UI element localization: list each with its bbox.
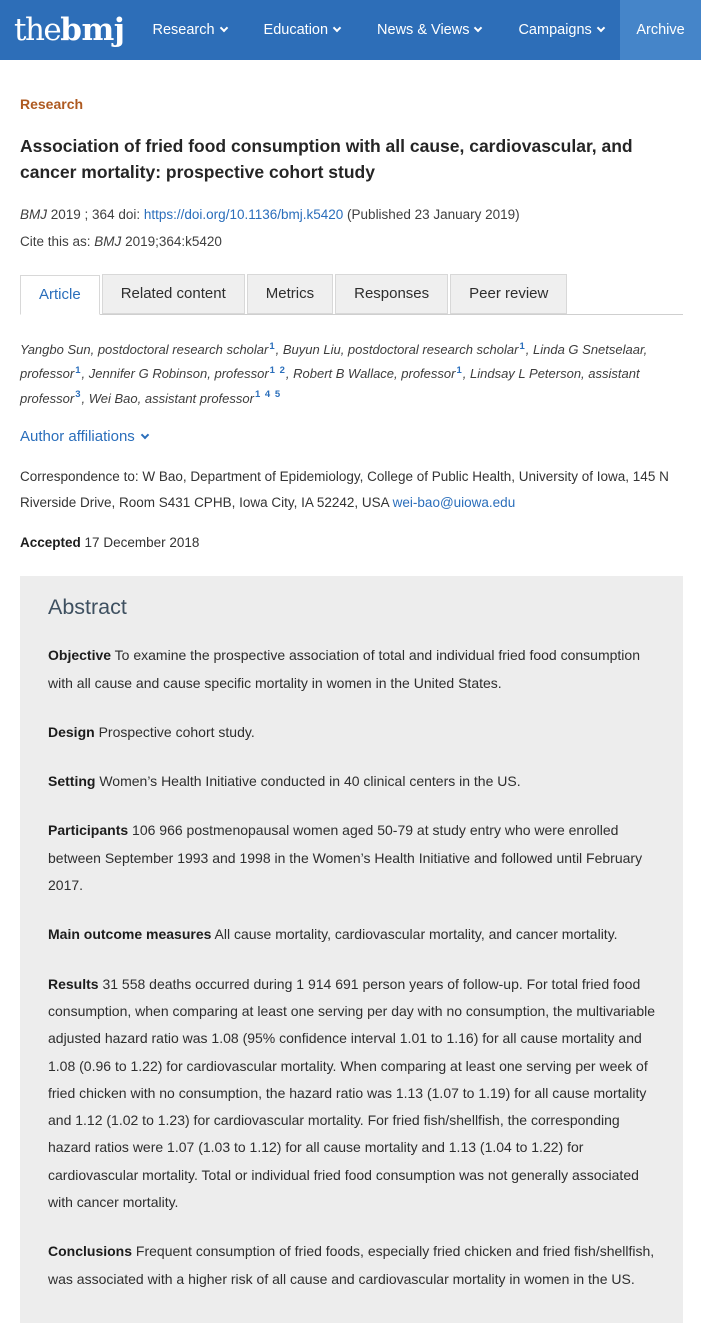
author-affiliation-sup[interactable]: 3	[75, 389, 82, 401]
chevron-down-icon	[333, 24, 341, 32]
journal-name: BMJ	[20, 206, 47, 222]
abstract-paragraph-results	[48, 971, 655, 1217]
nav-item-campaigns[interactable]	[518, 22, 603, 38]
author-affiliation-sup[interactable]: 1 2	[269, 364, 286, 376]
logo-bmj: bmj	[60, 11, 125, 48]
article-title: Association of fried food consumption with all cause, cardiovascular, and cancer mortality: prospective cohort study	[20, 136, 633, 183]
author-affiliations-toggle[interactable]	[20, 428, 148, 445]
author-separator: ,	[525, 341, 533, 357]
abstract-section-text: Women’s Health Initiative conducted in 40 clinical centers in the US.	[99, 773, 521, 790]
article-page	[0, 96, 701, 1323]
tab-peer-review[interactable]: Peer review	[450, 274, 567, 314]
author-separator: ,	[81, 390, 89, 406]
abstract-section-label: Conclusions	[48, 1243, 133, 1260]
abstract-section-text: Frequent consumption of fried foods, especially fried chicken and fried fish/shellfish, was associated with a higher risk of all cause and cardiovascular mortality in women in the US.	[48, 1243, 655, 1287]
author	[283, 342, 533, 357]
abstract-section-label: Objective	[48, 647, 112, 664]
abstract-section-text: 106 966 postmenopausal women aged 50-79 at study entry who were enrolled between September 1993 and 1998 in the Women’s Health Initiative and followed until February 2017.	[48, 822, 643, 894]
correspondence-text: Correspondence to: W Bao, Department of Epidemiology, College of Public Health, University of Iowa, 145 N Riverside Drive, Room S431 CPHB, Iowa City, IA 52242, USA	[20, 468, 669, 510]
nav-label: Research	[152, 22, 215, 38]
article-tabs	[20, 274, 683, 315]
cite-as-value: 2019;364:k5420	[125, 233, 222, 249]
tab-related-content[interactable]: Related content	[102, 274, 245, 314]
abstract-heading: Abstract	[48, 595, 127, 620]
author-affiliation-sup[interactable]: 1	[519, 340, 526, 352]
author-separator: ,	[81, 366, 89, 382]
abstract-paragraph-setting	[48, 768, 655, 795]
nav-item-news-views[interactable]	[377, 22, 481, 38]
published-date: (Published 23 January 2019)	[347, 206, 520, 222]
abstract-section-text: 31 558 deaths occurred during 1 914 691 person years of follow-up. For total fried food consumption, when comparing at least one serving per day with no consumption, the multivariable adjusted hazard ratio was 1.08 (95% confidence interval 1.01 to 1.16) for all cause mortality and 1.08 (0.96 to 1.22) for cardiovascular mortality. When comparing at least one serving per week of fried chicken with no consumption, the hazard ratio was 1.13 (1.07 to 1.19) for all cause mortality and 1.12 (1.02 to 1.23) for cardiovascular mortality. For fried fish/shellfish, the corresponding hazard ratios were 1.07 (1.03 to 1.12) for all cause mortality and 1.13 (1.04 to 1.22) for cardiovascular mortality. Total or individual fried food consumption was not generally associated with cancer mortality.	[48, 975, 655, 1210]
abstract-section-text: To examine the prospective association of total and individual fried food consumption with all cause and cause specific mortality in women in the United States.	[48, 647, 640, 691]
author	[20, 342, 283, 357]
top-navigation-bar	[0, 0, 701, 60]
abstract-paragraph-objective	[48, 642, 655, 697]
cite-as-line	[20, 234, 683, 249]
author-name: Yangbo Sun, postdoctoral research scholar	[20, 341, 269, 357]
abstract-section-label: Setting	[48, 773, 96, 790]
correspondence	[20, 464, 682, 517]
accepted-label: Accepted	[20, 535, 81, 551]
author-name: Lindsay L Peterson, assistant professor	[20, 366, 640, 406]
cite-as-label: Cite this as:	[20, 233, 91, 249]
abstract-section-label: Main outcome measures	[48, 926, 212, 943]
nav-item-research[interactable]	[152, 22, 226, 38]
doi-label: doi:	[118, 206, 141, 222]
abstract-paragraph-main-outcome-measures	[48, 921, 655, 948]
author-affiliations-label: Author affiliations	[20, 427, 135, 445]
abstract-section-text: Prospective cohort study.	[98, 723, 255, 740]
author-affiliation-sup[interactable]: 1	[456, 364, 463, 376]
author-name: Buyun Liu, postdoctoral research scholar	[282, 341, 519, 357]
author-separator: ,	[285, 366, 294, 382]
tab-responses[interactable]: Responses	[335, 274, 448, 314]
article-category-label: Research	[20, 96, 84, 112]
abstract-section-text: All cause mortality, cardiovascular mortality, and cancer mortality.	[214, 926, 618, 943]
tab-metrics[interactable]: Metrics	[247, 274, 333, 314]
author-separator: ,	[462, 366, 470, 382]
nav-item-archive[interactable]: Archive	[620, 0, 701, 60]
accepted-date: 17 December 2018	[84, 535, 200, 551]
chevron-down-icon	[597, 24, 605, 32]
tab-article[interactable]: Article	[20, 275, 100, 315]
abstract-paragraph-participants	[48, 817, 655, 899]
author-name: Jennifer G Robinson, professor	[88, 366, 269, 382]
author-name: Robert B Wallace, professor	[293, 366, 456, 382]
nav-item-education[interactable]	[264, 22, 341, 38]
author-affiliation-sup[interactable]: 1 4 5	[254, 389, 282, 401]
author	[89, 366, 293, 381]
logo-the: the	[14, 11, 61, 48]
author-separator: ,	[275, 341, 283, 357]
chevron-down-icon	[141, 430, 149, 438]
citation-year-volume: 2019 ; 364	[50, 206, 115, 222]
journal-name: BMJ	[94, 233, 122, 249]
author-name: Linda G Snetselaar, professor	[20, 341, 648, 382]
correspondence-email-link[interactable]: wei-bao@uiowa.edu	[392, 494, 516, 510]
author-affiliation-sup[interactable]: 1	[269, 340, 276, 352]
abstract-box	[20, 576, 683, 1323]
doi-link[interactable]: https://doi.org/10.1136/bmj.k5420	[143, 206, 344, 222]
citation-line	[20, 207, 683, 222]
nav-label: Campaigns	[518, 22, 592, 38]
author-affiliation-sup[interactable]: 1	[75, 364, 82, 376]
author-name: Wei Bao, assistant professor	[88, 390, 254, 406]
nav-label: Education	[263, 22, 329, 38]
chevron-down-icon	[219, 24, 227, 32]
author	[293, 366, 470, 381]
main-nav	[152, 22, 603, 38]
author	[89, 391, 281, 406]
abstract-section-label: Design	[48, 723, 95, 740]
bmj-logo[interactable]	[14, 11, 125, 48]
abstract-section-label: Results	[48, 975, 99, 992]
chevron-down-icon	[474, 24, 482, 32]
abstract-paragraph-conclusions	[48, 1238, 655, 1293]
abstract-paragraph-design	[48, 719, 655, 746]
nav-label: News & Views	[377, 22, 470, 38]
accepted-line	[20, 535, 683, 550]
abstract-section-label: Participants	[48, 822, 129, 839]
author-list	[20, 338, 676, 411]
